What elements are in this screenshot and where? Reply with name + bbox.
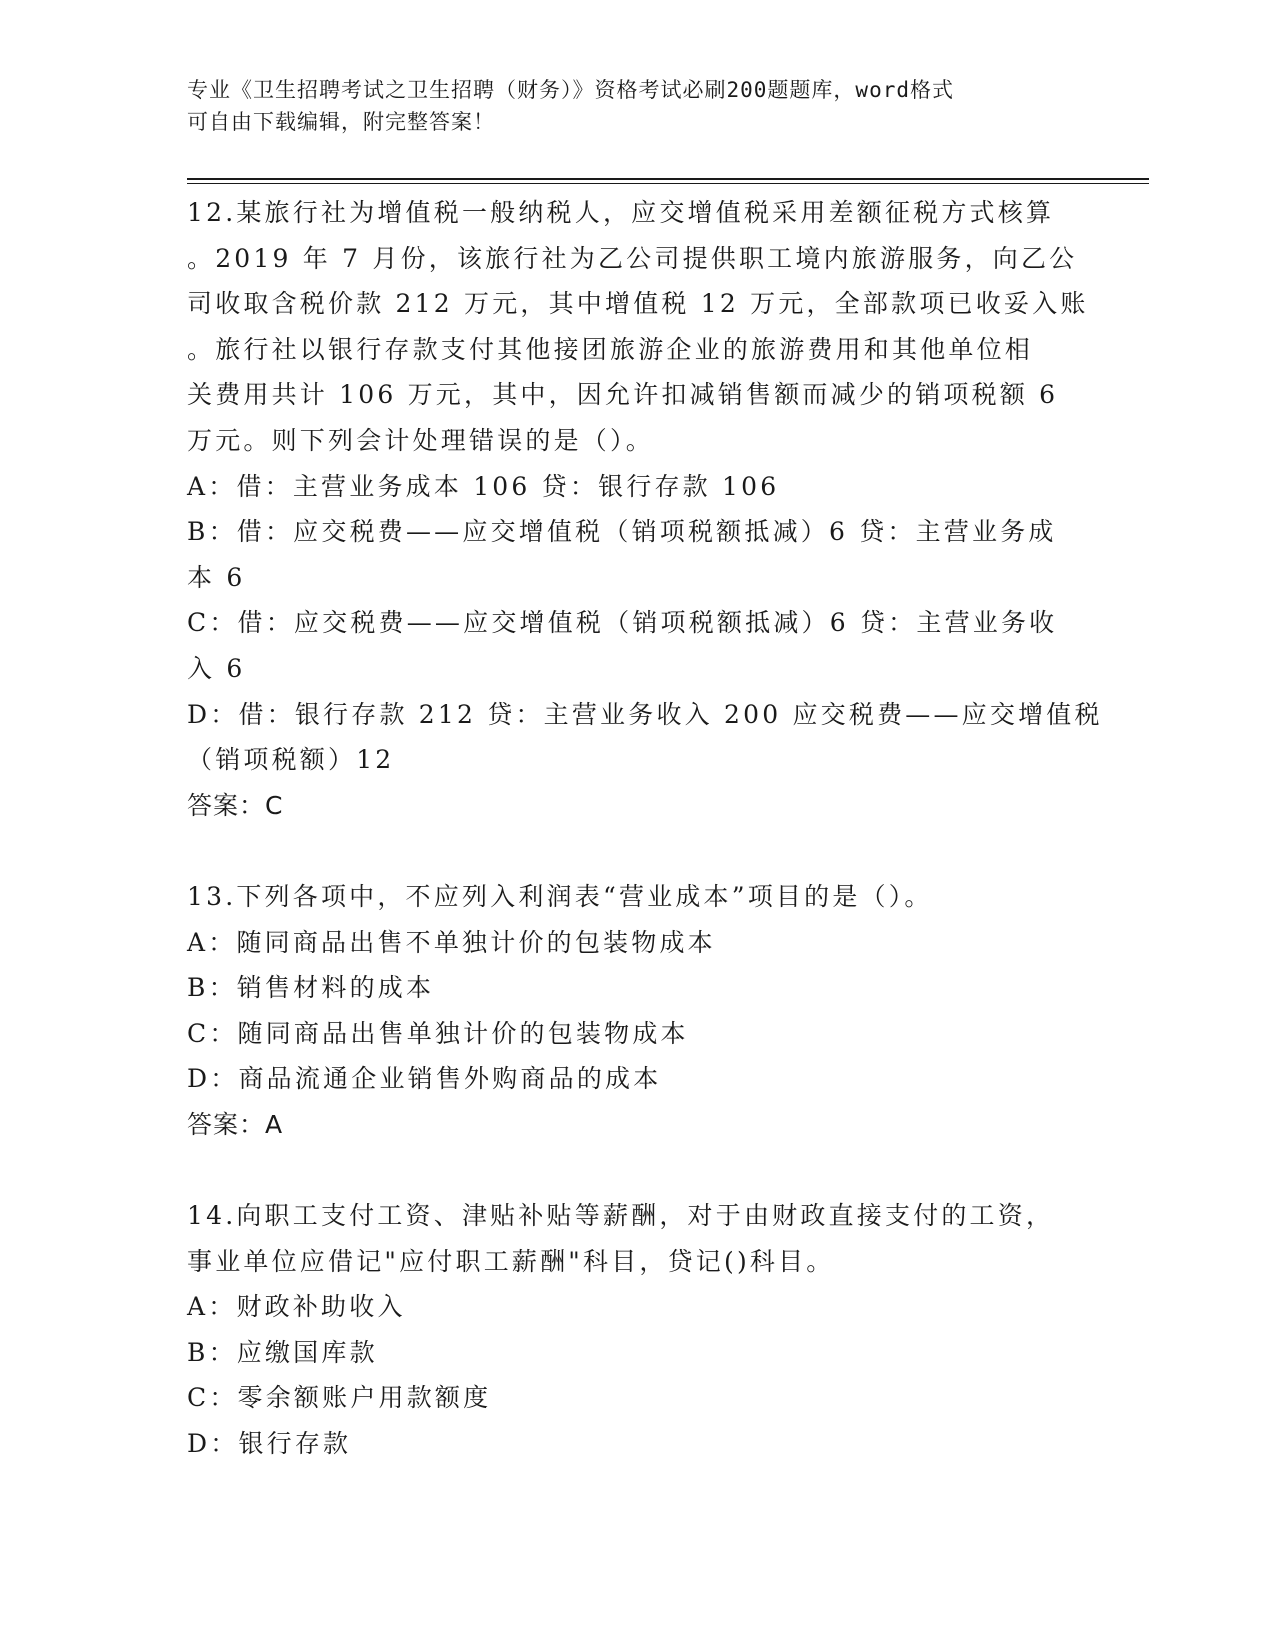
question-stem-line: 14.向职工支付工资、津贴补贴等薪酬，对于由财政直接支付的工资， [187,1201,1055,1231]
option-c-continued: 入 6 [187,653,246,683]
option-d: D：银行存款 [187,1429,352,1459]
document-header [187,74,1067,138]
option-d: D：商品流通企业销售外购商品的成本 [187,1064,662,1094]
answer-label: 答案：C [187,790,284,820]
header-divider-thin [187,183,1149,184]
question-gap [187,828,1077,874]
option-a: A：财政补助收入 [187,1292,406,1322]
option-d-continued: （销项税额）12 [187,745,395,775]
question-content [187,190,1103,1467]
question-12 [187,190,1103,828]
question-gap [187,1147,1077,1193]
option-c: C：随同商品出售单独计价的包装物成本 [187,1018,689,1048]
option-c: C：零余额账户用款额度 [187,1383,492,1413]
option-c: C：借：应交税费——应交增值税（销项税额抵减）6 贷：主营业务收 [187,608,1058,638]
question-stem-line: 万元。则下列会计处理错误的是（）。 [187,425,654,455]
option-b: B：借：应交税费——应交增值税（销项税额抵减）6 贷：主营业务成 [187,517,1057,547]
header-divider-thick [187,178,1149,180]
header-line-2: 可自由下载编辑，附完整答案！ [187,110,495,134]
option-b-continued: 本 6 [187,562,246,592]
question-14 [187,1193,1077,1467]
header-line-1: 专业《卫生招聘考试之卫生招聘（财务）》资格考试必刷200题题库，word格式 [187,78,954,102]
option-d: D：借：银行存款 212 贷：主营业务收入 200 应交税费——应交增值税 [187,699,1103,729]
question-stem-line: 。2019 年 7 月份，该旅行社为乙公司提供职工境内旅游服务，向乙公 [187,243,1078,273]
question-stem-line: 13.下列各项中，不应列入利润表“营业成本”项目的是（）。 [187,881,933,911]
question-stem-line: 事业单位应借记"应付职工薪酬"科目，贷记()科目。 [187,1246,835,1276]
question-stem-line: 司收取含税价款 212 万元，其中增值税 12 万元，全部款项已收妥入账 [187,289,1089,319]
question-stem-line: 关费用共计 106 万元，其中，因允许扣减销售额而减少的销项税额 6 [187,380,1059,410]
question-stem-line: 。旅行社以银行存款支付其他接团旅游企业的旅游费用和其他单位相 [187,334,1034,364]
question-stem-line: 12.某旅行社为增值税一般纳税人，应交增值税采用差额征税方式核算 [187,198,1055,227]
option-a: A：借：主营业务成本 106 贷：银行存款 106 [187,471,780,501]
option-a: A：随同商品出售不单独计价的包装物成本 [187,927,716,957]
question-13 [187,874,1077,1148]
option-b: B：应缴国库款 [187,1337,378,1367]
answer-label: 答案：A [187,1109,284,1139]
option-b: B：销售材料的成本 [187,973,435,1003]
